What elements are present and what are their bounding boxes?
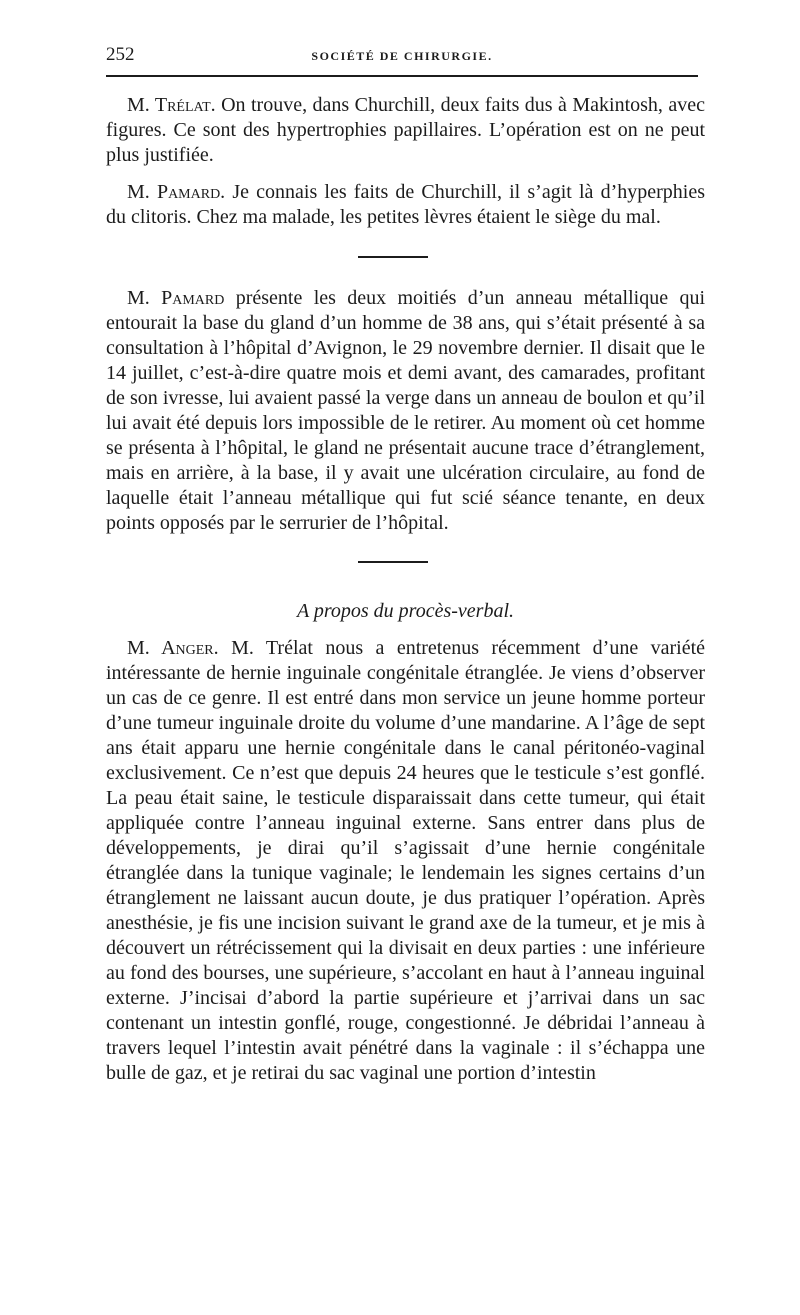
section-title: A propos du procès-verbal. (296, 600, 514, 622)
paragraph-text: Je connais les faits de Churchill, il s’agit là d’hyperphies du clitoris. Chez ma malade, les petites lèvres étaient le siège du mal. (106, 181, 705, 228)
paragraph-pamard-ring (106, 286, 705, 536)
body-text (106, 93, 705, 1086)
page-header (106, 44, 698, 70)
paragraph-pamard-reply (106, 180, 705, 230)
page-number: 252 (106, 44, 135, 65)
section-separator (358, 561, 428, 563)
paragraph-text: M. Trélat nous a entretenus récemment d’une variété intéressante de hernie inguinale congénitale étranglée. Je viens d’observer un cas de ce genre. Il est entré dans mon service un jeune homme porteur d’une tumeur inguinale droite du volume d’une mandarine. A l’âge de sept ans était apparu une hernie congénitale dans le canal péritonéo-vaginal exclusivement. Ce n’est que depuis 24 heures que le testicule s’est gonflé. La peau était saine, le testicule disparaissait dans cette tumeur, qui était appliquée contre l’anneau inguinal externe. Sans entrer dans plus de développements, je dirai qu’il s’agissait d’une hernie congénitale étranglée dans la tunique vaginale; le lendemain les signes certains d’un étranglement ne laissant aucun doute, je dus pratiquer l’opération. Après anesthésie, je fis une incision suivant le grand axe de la tumeur, et je mis à découvert un rétrécissement qui la divisait en deux parties : une inférieure au fond des bourses, une supérieure, s’accolant en haut à l’anneau inguinal externe. J’incisai d’abord la partie supérieure et j’arrivai dans un sac contenant un intestin gonflé, rouge, congestionné. Je débridai l’anneau à travers lequel l’intestin avait pénétré dans la vaginale : il s’échappa une bulle de gaz, et je retirai du sac vaginal une portion d’intestin (106, 637, 706, 1084)
paragraph-text: On trouve, dans Churchill, deux faits dus à Makintosh, avec figures. Ce sont des hypertrophies papillaires. L’opération est on ne peut plus justifiée. (106, 94, 705, 166)
running-head: SOCIÉTÉ DE CHIRURGIE. (311, 49, 493, 63)
paragraph-text: présente les deux moitiés d’un anneau métallique qui entourait la base du gland d’un homme de 38 ans, qui s’était présenté à sa consultation à l’hôpital d’Avignon, le 29 novembre dernier. Il disait que le 14 juillet, c’est-à-dire quatre mois et demi avant, des camarades, profitant de son ivresse, lui avaient passé la verge dans un anneau de boulon et qu’il lui avait été depuis lors impossible de le retirer. Au moment où cet homme se présenta à l’hôpital, le gland ne présentait aucune trace d’étranglement, mais en arrière, à la base, il y avait une ulcération circulaire, au fond de laquelle était l’anneau métallique qui fut scié séance tenante, en deux points opposés par le serrurier de l’hôpital. (106, 287, 705, 534)
speaker-name: M. Pamard (127, 287, 225, 309)
speaker-name: M. Trélat. (127, 94, 216, 116)
section-separator (358, 256, 428, 258)
paragraph-anger (106, 636, 705, 1086)
paragraph-trelat (106, 93, 705, 168)
speaker-name: M. Anger. (127, 637, 219, 659)
speaker-name: M. Pamard. (127, 181, 226, 203)
header-rule (106, 75, 698, 77)
